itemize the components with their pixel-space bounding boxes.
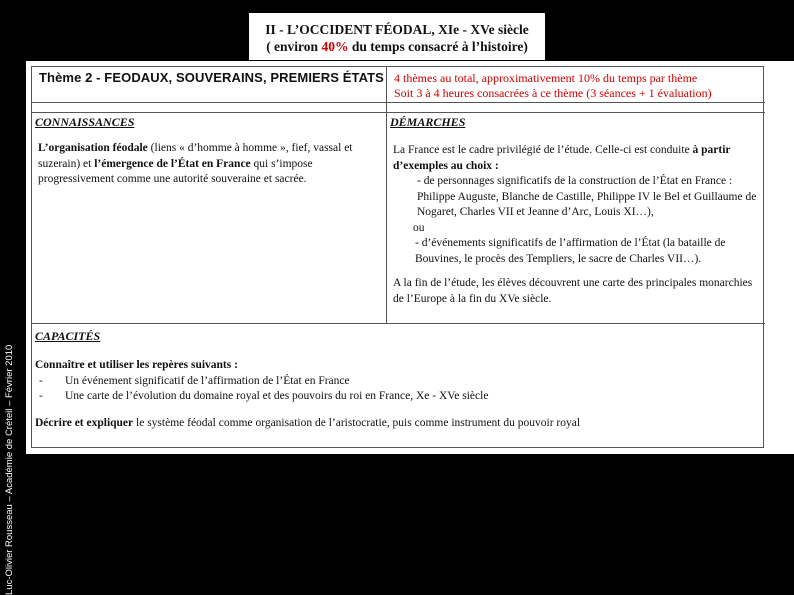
title-line-2	[249, 38, 545, 55]
list-item-text: Une carte de l’évolution du domaine royal et des pouvoirs du roi en France, Xe - XVe siècle	[65, 390, 489, 402]
connaissances-text-1: (liens « d’homme à homme », fief, vassal et suzerain) et	[38, 142, 353, 170]
time-percentage: 40%	[321, 39, 349, 54]
connaissances-text-2: qui s’impose progressivement comme une autorité souveraine et sacrée.	[38, 157, 313, 185]
capacites-decrire-text: le système féodal comme organisation de l’aristocratie, puis comme instrument du pouvoir royal	[133, 416, 581, 429]
capacites-subheading: Connaître et utiliser les repères suivants :	[35, 359, 238, 371]
demarches-conclusion: A la fin de l’étude, les élèves découvrent une carte des principales monarchies de l’Europe à la fin du XVe siècle.	[393, 277, 753, 305]
author-credit: Luc-Olivier Rousseau – Académie de Créteil – Février 2010	[4, 344, 15, 595]
capacites-text	[35, 358, 755, 431]
demarches-heading: DÉMARCHES	[390, 115, 466, 129]
list-dash: -	[39, 390, 43, 402]
list-dash: -	[39, 374, 43, 387]
theme-title: Thème 2 - FEODAUX, SOUVERAINS, PREMIERS ÉTATS	[39, 70, 384, 85]
capacites-decrire	[35, 416, 755, 432]
connaissances-heading: CONNAISSANCES	[35, 115, 135, 129]
time-note-line-2: Soit 3 à 4 heures consacrées à ce thème (3 séances + 1 évaluation)	[394, 86, 712, 100]
demarches-text	[393, 143, 765, 307]
demarches-intro-text: La France est le cadre privilégié de l’étude. Celle-ci est conduite	[393, 144, 693, 156]
divider-header	[32, 102, 765, 103]
time-note	[394, 71, 794, 101]
column-divider	[386, 67, 387, 323]
list-item	[35, 389, 755, 405]
demarches-personnages-text: - de personnages significatifs de la construction de l’État en France : Philippe Auguste, Blanche de Castille, Philippe IV le Bel et Guillaume de Nogaret, Charles VII et Jeanne d’Arc, Louis XI…),	[417, 175, 757, 218]
demarches-ou: ou	[413, 221, 425, 234]
demarches-intro	[393, 143, 765, 174]
capacites-heading: CAPACITÉS	[35, 329, 101, 343]
title-line-2-end: du temps consacré à l’histoire)	[348, 39, 528, 54]
program-table	[26, 61, 794, 454]
list-item	[35, 374, 755, 390]
page-title	[249, 13, 545, 60]
divider-capacites	[32, 323, 765, 324]
demarches-personnages	[393, 174, 765, 221]
connaissances-term-2: l’émergence de l’État en France	[94, 157, 251, 170]
capacites-decrire-bold: Décrire et expliquer	[35, 416, 134, 429]
connaissances-text	[38, 141, 354, 188]
time-note-line-1: 4 thèmes au total, approximativement 10% du temps par thème	[394, 71, 698, 85]
connaissances-term-1: L’organisation féodale	[38, 142, 148, 154]
title-line-2-start: ( environ	[266, 39, 322, 54]
list-item-text: Un événement significatif de l’affirmation de l’État en France	[65, 374, 350, 387]
demarches-intro-bold: à partir d’exemples au choix :	[393, 144, 731, 172]
demarches-evenements: - d’événements significatifs de l’affirmation de l’État (la bataille de Bouvines, le procès des Templiers, le sacre de Charles VII…).	[415, 237, 726, 265]
title-line-1: II - L’OCCIDENT FÉODAL, XIe - XVe siècle	[265, 22, 529, 37]
divider-subheader	[32, 112, 765, 113]
table-frame	[31, 66, 764, 448]
